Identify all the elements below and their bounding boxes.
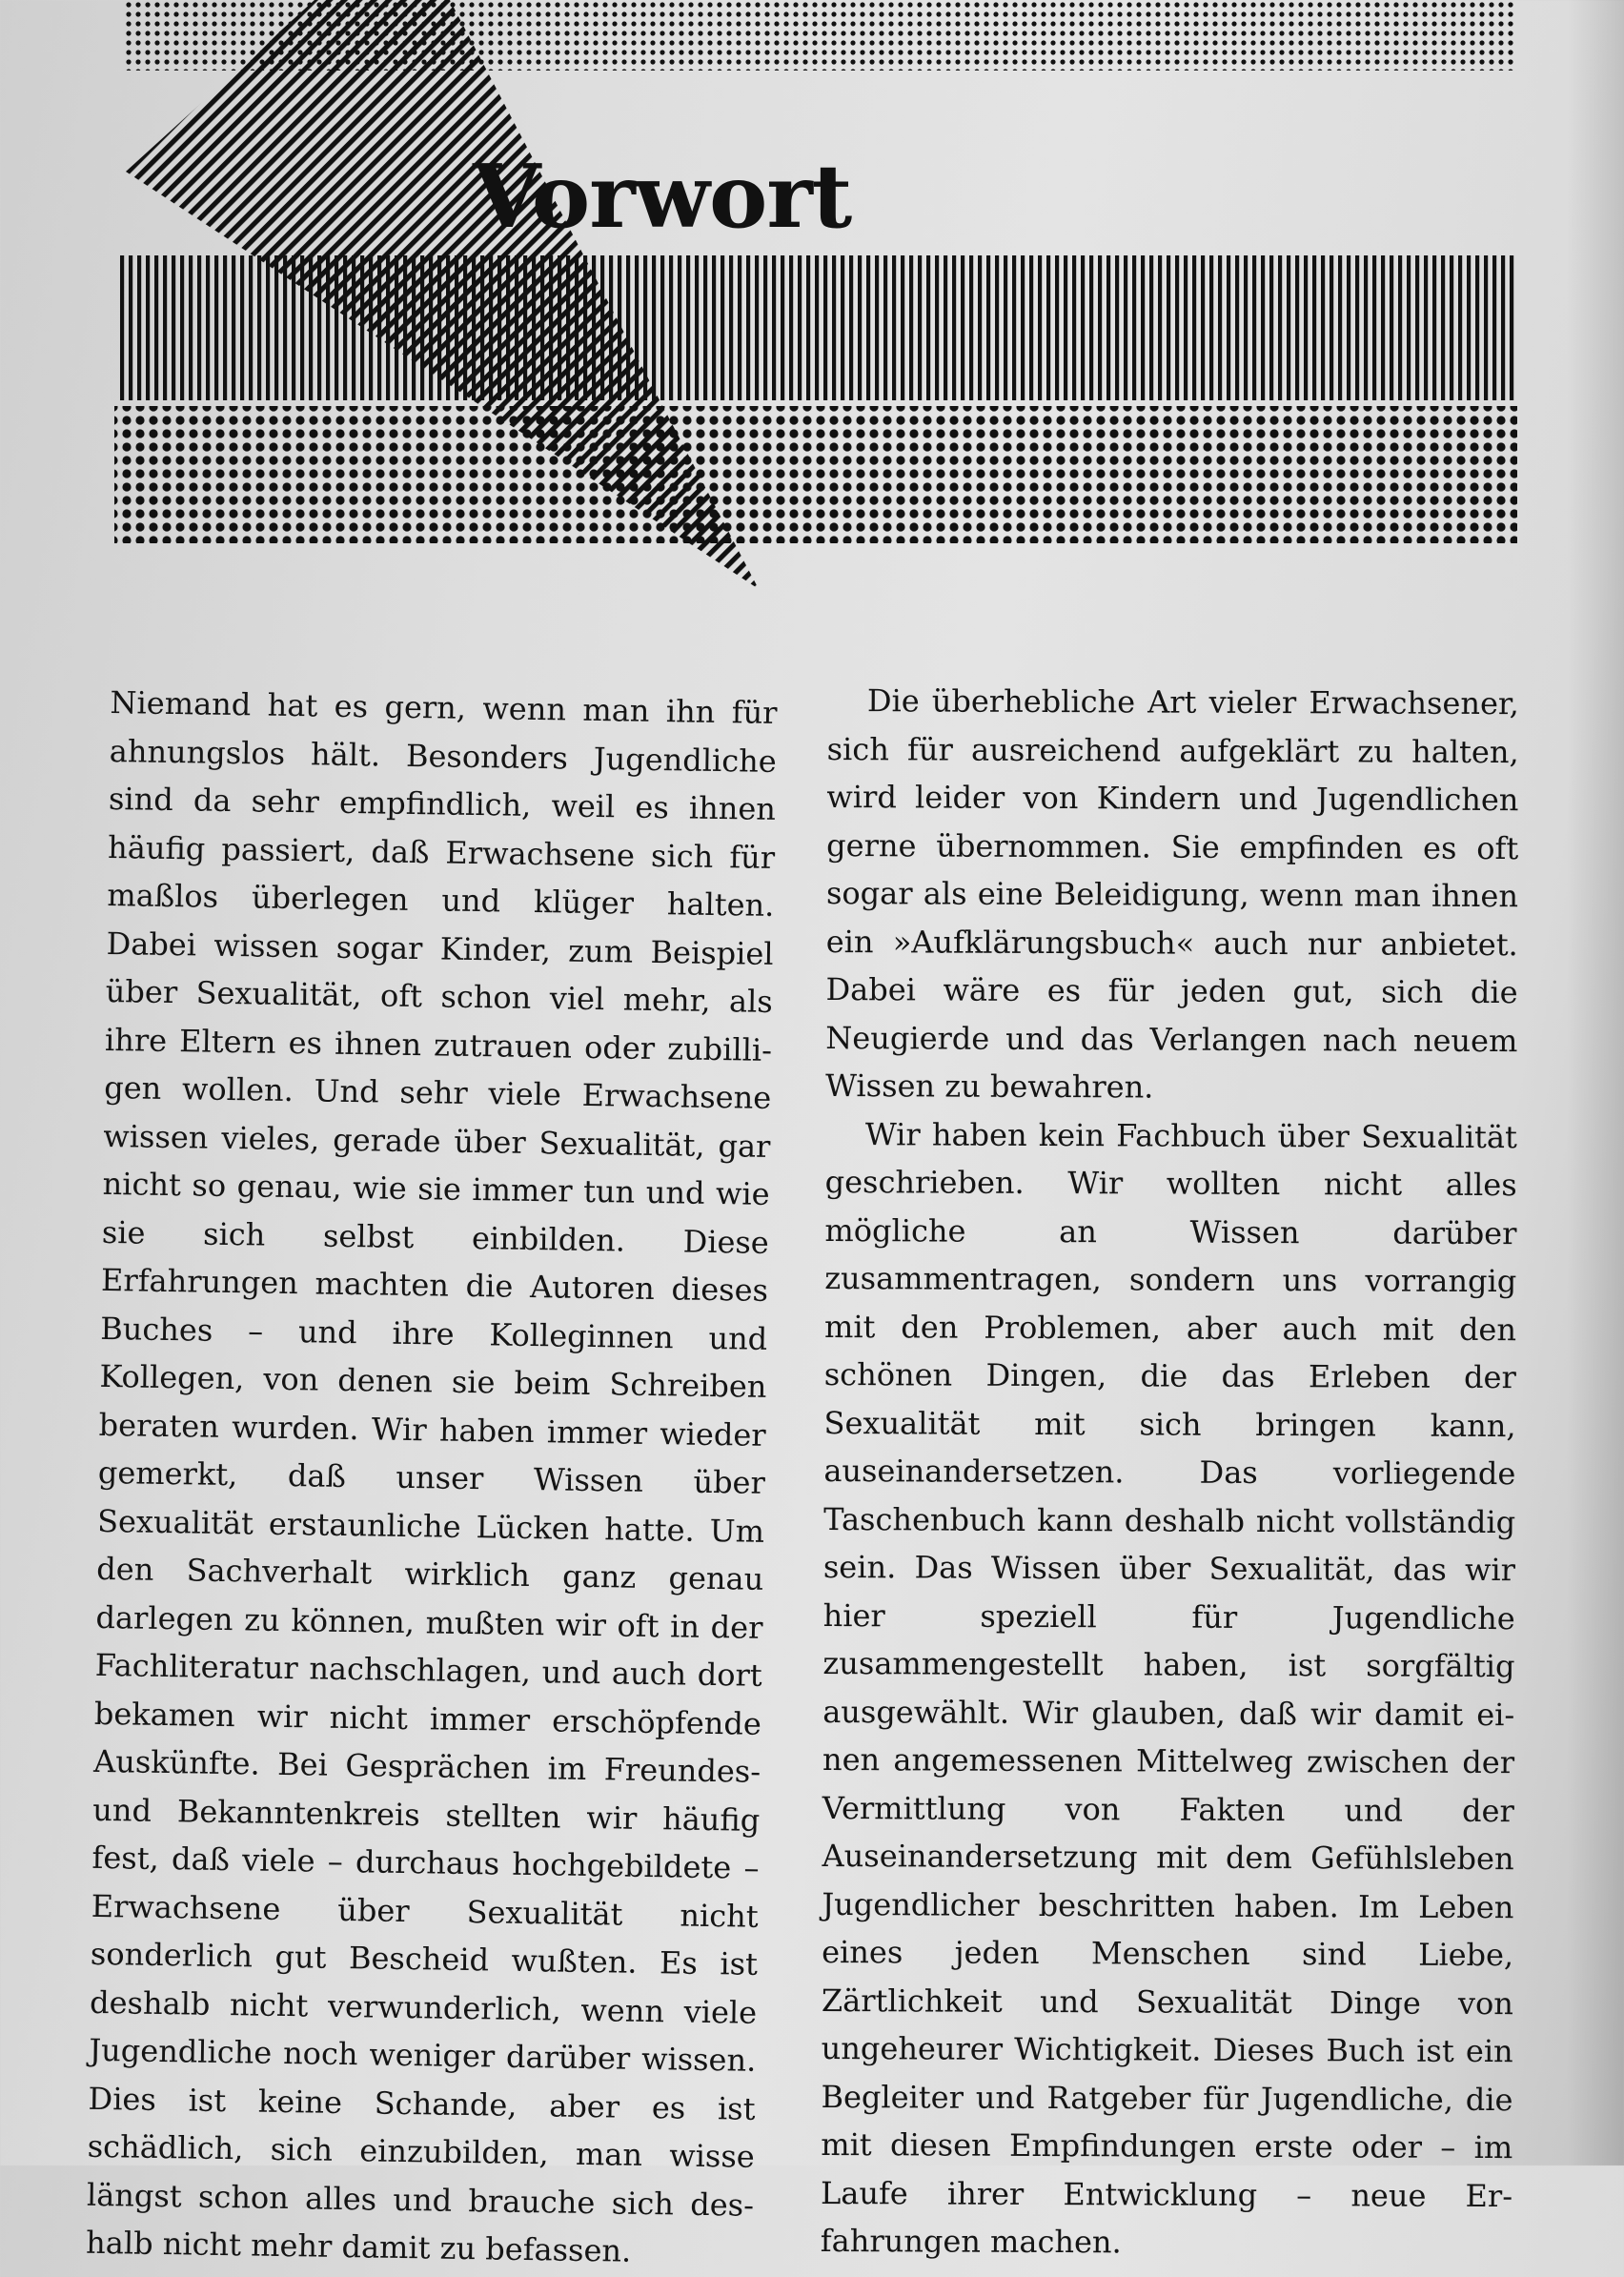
right-paragraph-1: Die überhebliche Art vieler Erwachsener, sich für ausreichend aufgeklärt zu halten, wird leider von Kindern und Jugendlichen gerne übernommen. Sie empfinden es oft sogar als eine Beleidigung, wenn man ihnen ein »Aufklärungsbuch« auch nur anbietet. Dabei wäre es für jeden gut, sich die Neugierde und das Verlangen nach neuem Wissen zu bewahren. <box>825 682 1519 1106</box>
left-column <box>86 679 778 2277</box>
right-paragraph-2: Wir haben kein Fachbuch über Sexualität geschrieben. Wir wollten nicht alles mögliche an Wissen darüber zusammentragen, sondern uns vorrangig mit den Problemen, aber auch mit den schönen Dingen, die das Erleben der Sexualität mit sich bringen kann, auseinandersetzen. Das vorliegende Taschenbuch kann deshalb nicht vollständig sein. Das Wissen über Sexualität, das wir hier speziell für Jugendliche zusammengestellt haben, ist sorgfältig ausgewählt. Wir glauben, daß wir damit einen angemessenen Mittelweg zwischen der Vermittlung von Fakten und der Auseinandersetzung mit dem Gefühlsleben Jugendlicher beschritten haben. Im Leben eines jeden Menschen sind Liebe, Zärtlichkeit und Sexualität Dinge von ungeheurer Wichtigkeit. Dieses Buch ist ein Begleiter und Ratgeber für Jugendliche, die mit diesen Empfindungen erste oder – im Laufe ihrer Entwicklung – neue Erfahrungen machen. <box>820 1115 1517 2261</box>
page-edge-shadow <box>1567 0 1624 2165</box>
right-column <box>821 677 1519 2268</box>
page-title: Vorwort <box>473 145 852 248</box>
header-graphic <box>0 0 1624 610</box>
bottom-dot-band <box>114 406 1517 543</box>
left-paragraph-1: Niemand hat es gern, wenn man ihn für ahnungslos hält. Besonders Jugendliche sind da sehr empfindlich, weil es ihnen häufig passiert, daß Erwachsene sich für maßlos überlegen und klüger halten. Dabei wissen sogar Kinder, zum Beispiel über Sexualität, oft schon viel mehr, als ihre Eltern es ihnen zutrauen oder zubilligen wollen. Und sehr viele Erwachsene wissen vieles, gerade über Sexualität, gar nicht so genau, wie sie immer tun und wie sie sich selbst einbilden. Diese Erfahrungen machten die Autoren dieses Buches – und ihre Kolleginnen und Kollegen, von denen sie beim Schreiben beraten wurden. Wir haben immer wieder gemerkt, daß unser Wissen über Sexualität erstaunliche Lücken hatte. Um den Sachverhalt wirklich ganz genau darlegen zu können, mußten wir oft in der Fachliteratur nachschlagen, und auch dort bekamen wir nicht immer erschöpfende Auskünfte. Bei Gesprächen im Freundes- und Bekanntenkreis stellten wir häufig fest, daß viele – durchaus hochgebildete – Erwachsene über Sexualität nicht sonderlich gut Bescheid wußten. Es ist deshalb nicht verwunderlich, wenn viele Jugendliche noch weniger darüber wissen. Dies ist keine Schande, aber es ist schädlich, sich einzubilden, man wisse längst schon alles und brauche sich deshalb nicht mehr damit zu befassen. <box>85 683 778 2269</box>
